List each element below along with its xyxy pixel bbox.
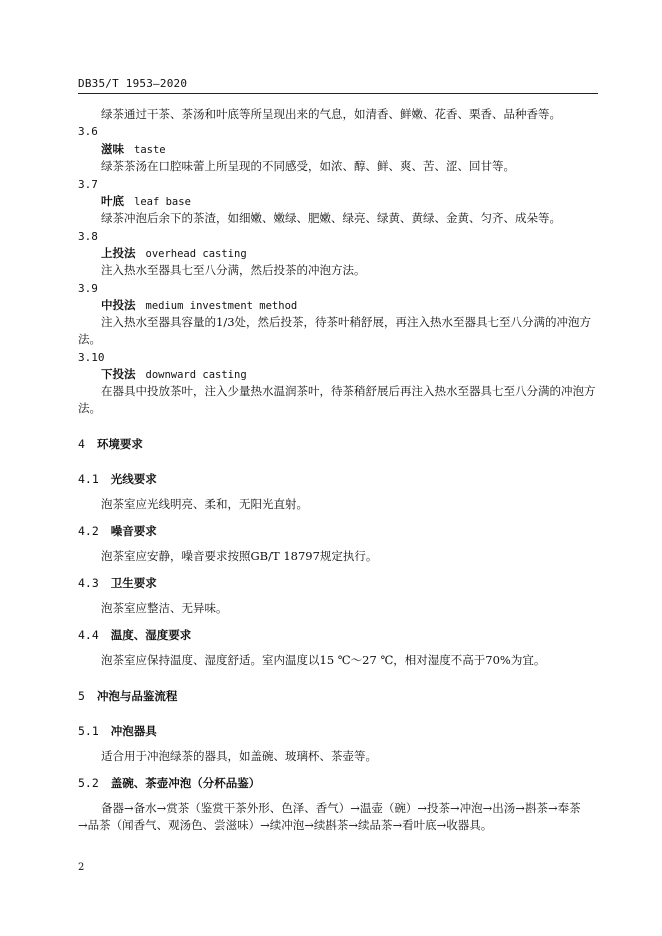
term-en: leaf base bbox=[134, 196, 191, 208]
subsection-number: 4.1 bbox=[78, 472, 99, 486]
term-en: medium investment method bbox=[145, 300, 298, 312]
definition-text: 注入热水至器具容量的1/3处，然后投茶，待茶叶稍舒展，再注入热水至器具七至八分满的冲泡方 bbox=[101, 315, 592, 329]
document-code-header: DB35/T 1953—2020 bbox=[78, 77, 188, 90]
clause-number: 3.10 bbox=[78, 351, 105, 364]
subsection-heading bbox=[78, 523, 157, 539]
process-flow-text-continued: →品茶（闻香气、观汤色、尝滋味）→续冲泡→续斟茶→续品茶→看叶底→收器具。 bbox=[78, 818, 493, 832]
subsection-title: 光线要求 bbox=[110, 472, 157, 486]
subsection-text: 适合用于冲泡绿茶的器具，如盖碗、玻璃杯、茶壶等。 bbox=[101, 749, 377, 763]
subsection-heading bbox=[78, 575, 157, 591]
term-en: taste bbox=[134, 144, 166, 156]
section-heading bbox=[78, 688, 177, 704]
clause-number: 3.6 bbox=[78, 125, 98, 138]
term-zh: 叶底 bbox=[101, 194, 124, 208]
subsection-heading bbox=[78, 723, 157, 739]
term-heading bbox=[101, 366, 247, 383]
section-title: 冲泡与品鉴流程 bbox=[96, 689, 178, 703]
subsection-number: 4.3 bbox=[78, 576, 99, 590]
definition-text: 绿茶冲泡后余下的茶渣，如细嫩、嫩绿、肥嫩、绿亮、绿黄、黄绿、金黄、匀齐、成朵等。 bbox=[101, 211, 561, 225]
subsection-text: 泡茶室应保持温度、湿度舒适。室内温度以15 ℃～27 ℃，相对湿度不高于70%为宜。 bbox=[101, 653, 546, 667]
term-zh: 下投法 bbox=[101, 367, 136, 381]
definition-text: 在器具中投放茶叶，注入少量热水温润茶叶，待茶稍舒展后再注入热水至器具七至八分满的冲泡方 bbox=[101, 384, 596, 398]
subsection-title: 噪音要求 bbox=[110, 524, 157, 538]
term-en: downward casting bbox=[145, 369, 247, 381]
section-title: 环境要求 bbox=[96, 437, 143, 451]
term-heading bbox=[101, 245, 247, 262]
subsection-text: 泡茶室应光线明亮、柔和，无阳光直射。 bbox=[101, 497, 308, 511]
subsection-number: 4.2 bbox=[78, 524, 99, 538]
subsection-title: 温度、湿度要求 bbox=[110, 628, 192, 642]
definition-text-continued: 法。 bbox=[78, 401, 101, 415]
subsection-text: 泡茶室应安静，噪音要求按照GB/T 18797规定执行。 bbox=[101, 549, 378, 563]
page-number: 2 bbox=[78, 862, 85, 873]
subsection-number: 5.2 bbox=[78, 776, 99, 790]
definition-text: 绿茶通过干茶、茶汤和叶底等所呈现出来的气息，如清香、鲜嫩、花香、栗香、品种香等。 bbox=[101, 107, 561, 121]
clause-number: 3.9 bbox=[78, 282, 98, 295]
process-flow-text: 备器→备水→赏茶（鉴赏干茶外形、色泽、香气）→温壶（碗）→投茶→冲泡→出汤→斟茶→奉茶 bbox=[101, 801, 581, 815]
subsection-text: 泡茶室应整洁、无异味。 bbox=[101, 601, 228, 615]
subsection-number: 4.4 bbox=[78, 628, 99, 642]
clause-number: 3.8 bbox=[78, 230, 98, 243]
section-number: 5 bbox=[78, 689, 85, 703]
definition-text: 注入热水至器具七至八分满，然后投茶的冲泡方法。 bbox=[101, 263, 366, 277]
header-rule bbox=[78, 93, 598, 94]
definition-text: 绿茶茶汤在口腔味蕾上所呈现的不同感受，如浓、醇、鲜、爽、苦、涩、回甘等。 bbox=[101, 159, 515, 173]
term-heading bbox=[101, 193, 191, 210]
term-zh: 上投法 bbox=[101, 246, 136, 260]
subsection-heading bbox=[78, 775, 260, 791]
subsection-heading bbox=[78, 471, 157, 487]
section-number: 4 bbox=[78, 437, 85, 451]
term-zh: 中投法 bbox=[101, 298, 136, 312]
term-heading bbox=[101, 141, 166, 158]
definition-text-continued: 法。 bbox=[78, 332, 101, 346]
subsection-title: 冲泡器具 bbox=[110, 724, 157, 738]
term-heading bbox=[101, 297, 297, 314]
clause-number: 3.7 bbox=[78, 178, 98, 191]
term-zh: 滋味 bbox=[101, 142, 124, 156]
subsection-title: 盖碗、茶壶冲泡（分杯品鉴） bbox=[110, 776, 261, 790]
subsection-heading bbox=[78, 627, 191, 643]
term-en: overhead casting bbox=[145, 248, 247, 260]
section-heading bbox=[78, 436, 143, 452]
subsection-number: 5.1 bbox=[78, 724, 99, 738]
subsection-title: 卫生要求 bbox=[110, 576, 157, 590]
